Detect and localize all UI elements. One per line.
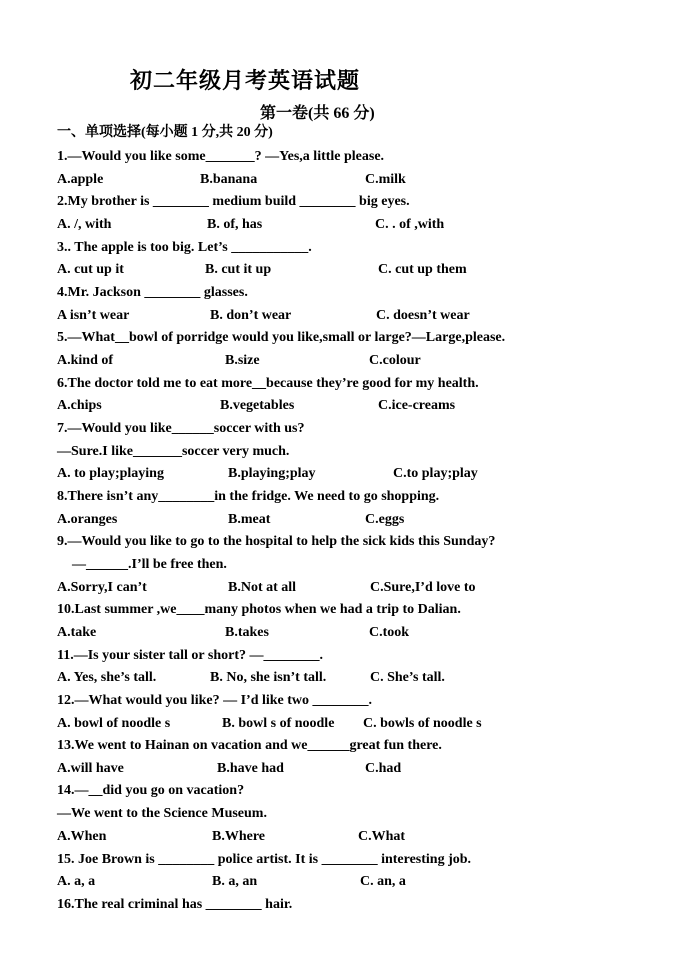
question-stem: —______.I’ll be free then. <box>72 557 227 572</box>
answer-option: B. No, she isn’t tall. <box>210 670 327 685</box>
question-stem: 4.Mr. Jackson ________ glasses. <box>57 285 248 300</box>
answer-option: C. bowls of noodle s <box>363 716 482 731</box>
answer-option: C.took <box>369 625 410 640</box>
question-stem: —Sure.I like_______soccer very much. <box>57 444 290 459</box>
section-heading: 一、单项选择(每小题 1 分,共 20 分) <box>57 125 273 140</box>
answer-option: C.milk <box>365 172 406 187</box>
answer-option: C. She’s tall. <box>370 670 445 685</box>
answer-option: A. cut up it <box>57 262 124 277</box>
answer-option: B. cut it up <box>205 262 272 277</box>
question-stem: 1.—Would you like some_______? —Yes,a little please. <box>57 149 385 164</box>
answer-option: B.playing;play <box>228 466 316 481</box>
question-stem: 15. Joe Brown is ________ police artist. It is ________ interesting job. <box>57 852 472 867</box>
question-stem: 13.We went to Hainan on vacation and we______great fun there. <box>57 738 442 753</box>
answer-option: B.takes <box>225 625 269 640</box>
answer-option: B.meat <box>228 512 271 527</box>
question-stem: 7.—Would you like______soccer with us? <box>57 421 305 436</box>
answer-option: A. Yes, she’s tall. <box>57 670 157 685</box>
answer-option: A.kind of <box>57 353 114 368</box>
question-stem: 11.—Is your sister tall or short? —________. <box>57 648 324 663</box>
answer-option: C.to play;play <box>393 466 478 481</box>
answer-option: A isn’t wear <box>57 308 130 323</box>
answer-option: B.banana <box>200 172 258 187</box>
question-stem: 3.. The apple is too big. Let’s ___________. <box>57 240 312 255</box>
answer-option: A.chips <box>57 398 102 413</box>
answer-option: A.apple <box>57 172 104 187</box>
answer-option: C. . of ,with <box>375 217 445 232</box>
question-stem: —We went to the Science Museum. <box>57 806 267 821</box>
answer-option: B. a, an <box>212 874 258 889</box>
answer-option: B.Not at all <box>228 580 297 595</box>
answer-option: C.had <box>365 761 402 776</box>
answer-option: B. don’t wear <box>210 308 292 323</box>
answer-option: A.oranges <box>57 512 118 527</box>
answer-option: B. bowl s of noodle <box>222 716 335 731</box>
answer-option: C.eggs <box>365 512 405 527</box>
question-stem: 5.—What__bowl of porridge would you like,small or large?—Large,please. <box>57 330 506 345</box>
answer-option: A.take <box>57 625 97 640</box>
question-stem: 12.—What would you like? — I’d like two ________. <box>57 693 373 708</box>
answer-option: B.have had <box>217 761 284 776</box>
question-stem: 2.My brother is ________ medium build ________ big eyes. <box>57 194 410 209</box>
question-stem: 16.The real criminal has ________ hair. <box>57 897 293 912</box>
answer-option: B.Where <box>212 829 266 844</box>
answer-option: C.What <box>358 829 406 844</box>
answer-option: B. of, has <box>207 217 263 232</box>
answer-option: C.colour <box>369 353 421 368</box>
answer-option: C. an, a <box>360 874 406 889</box>
answer-option: A.Sorry,I can’t <box>57 580 147 595</box>
question-stem: 9.—Would you like to go to the hospital to help the sick kids this Sunday? <box>57 534 496 549</box>
answer-option: A. bowl of noodle s <box>57 716 171 731</box>
page-subtitle: 第一卷(共 66 分) <box>260 105 375 122</box>
answer-option: A. /, with <box>57 217 112 232</box>
page-title: 初二年级月考英语试题 <box>130 68 361 93</box>
answer-option: C.Sure,I’d love to <box>370 580 476 595</box>
answer-option: A.will have <box>57 761 124 776</box>
question-stem: 10.Last summer ,we____many photos when we had a trip to Dalian. <box>57 602 461 617</box>
answer-option: C. doesn’t wear <box>376 308 470 323</box>
answer-option: B.vegetables <box>220 398 295 413</box>
answer-option: A. to play;playing <box>57 466 164 481</box>
question-stem: 6.The doctor told me to eat more__because they’re good for my health. <box>57 376 479 391</box>
answer-option: C. cut up them <box>378 262 467 277</box>
answer-option: C.ice-creams <box>378 398 456 413</box>
question-stem: 14.—__did you go on vacation? <box>57 783 245 798</box>
answer-option: A.When <box>57 829 107 844</box>
answer-option: B.size <box>225 353 260 368</box>
answer-option: A. a, a <box>57 874 96 889</box>
question-stem: 8.There isn’t any________in the fridge. We need to go shopping. <box>57 489 440 504</box>
